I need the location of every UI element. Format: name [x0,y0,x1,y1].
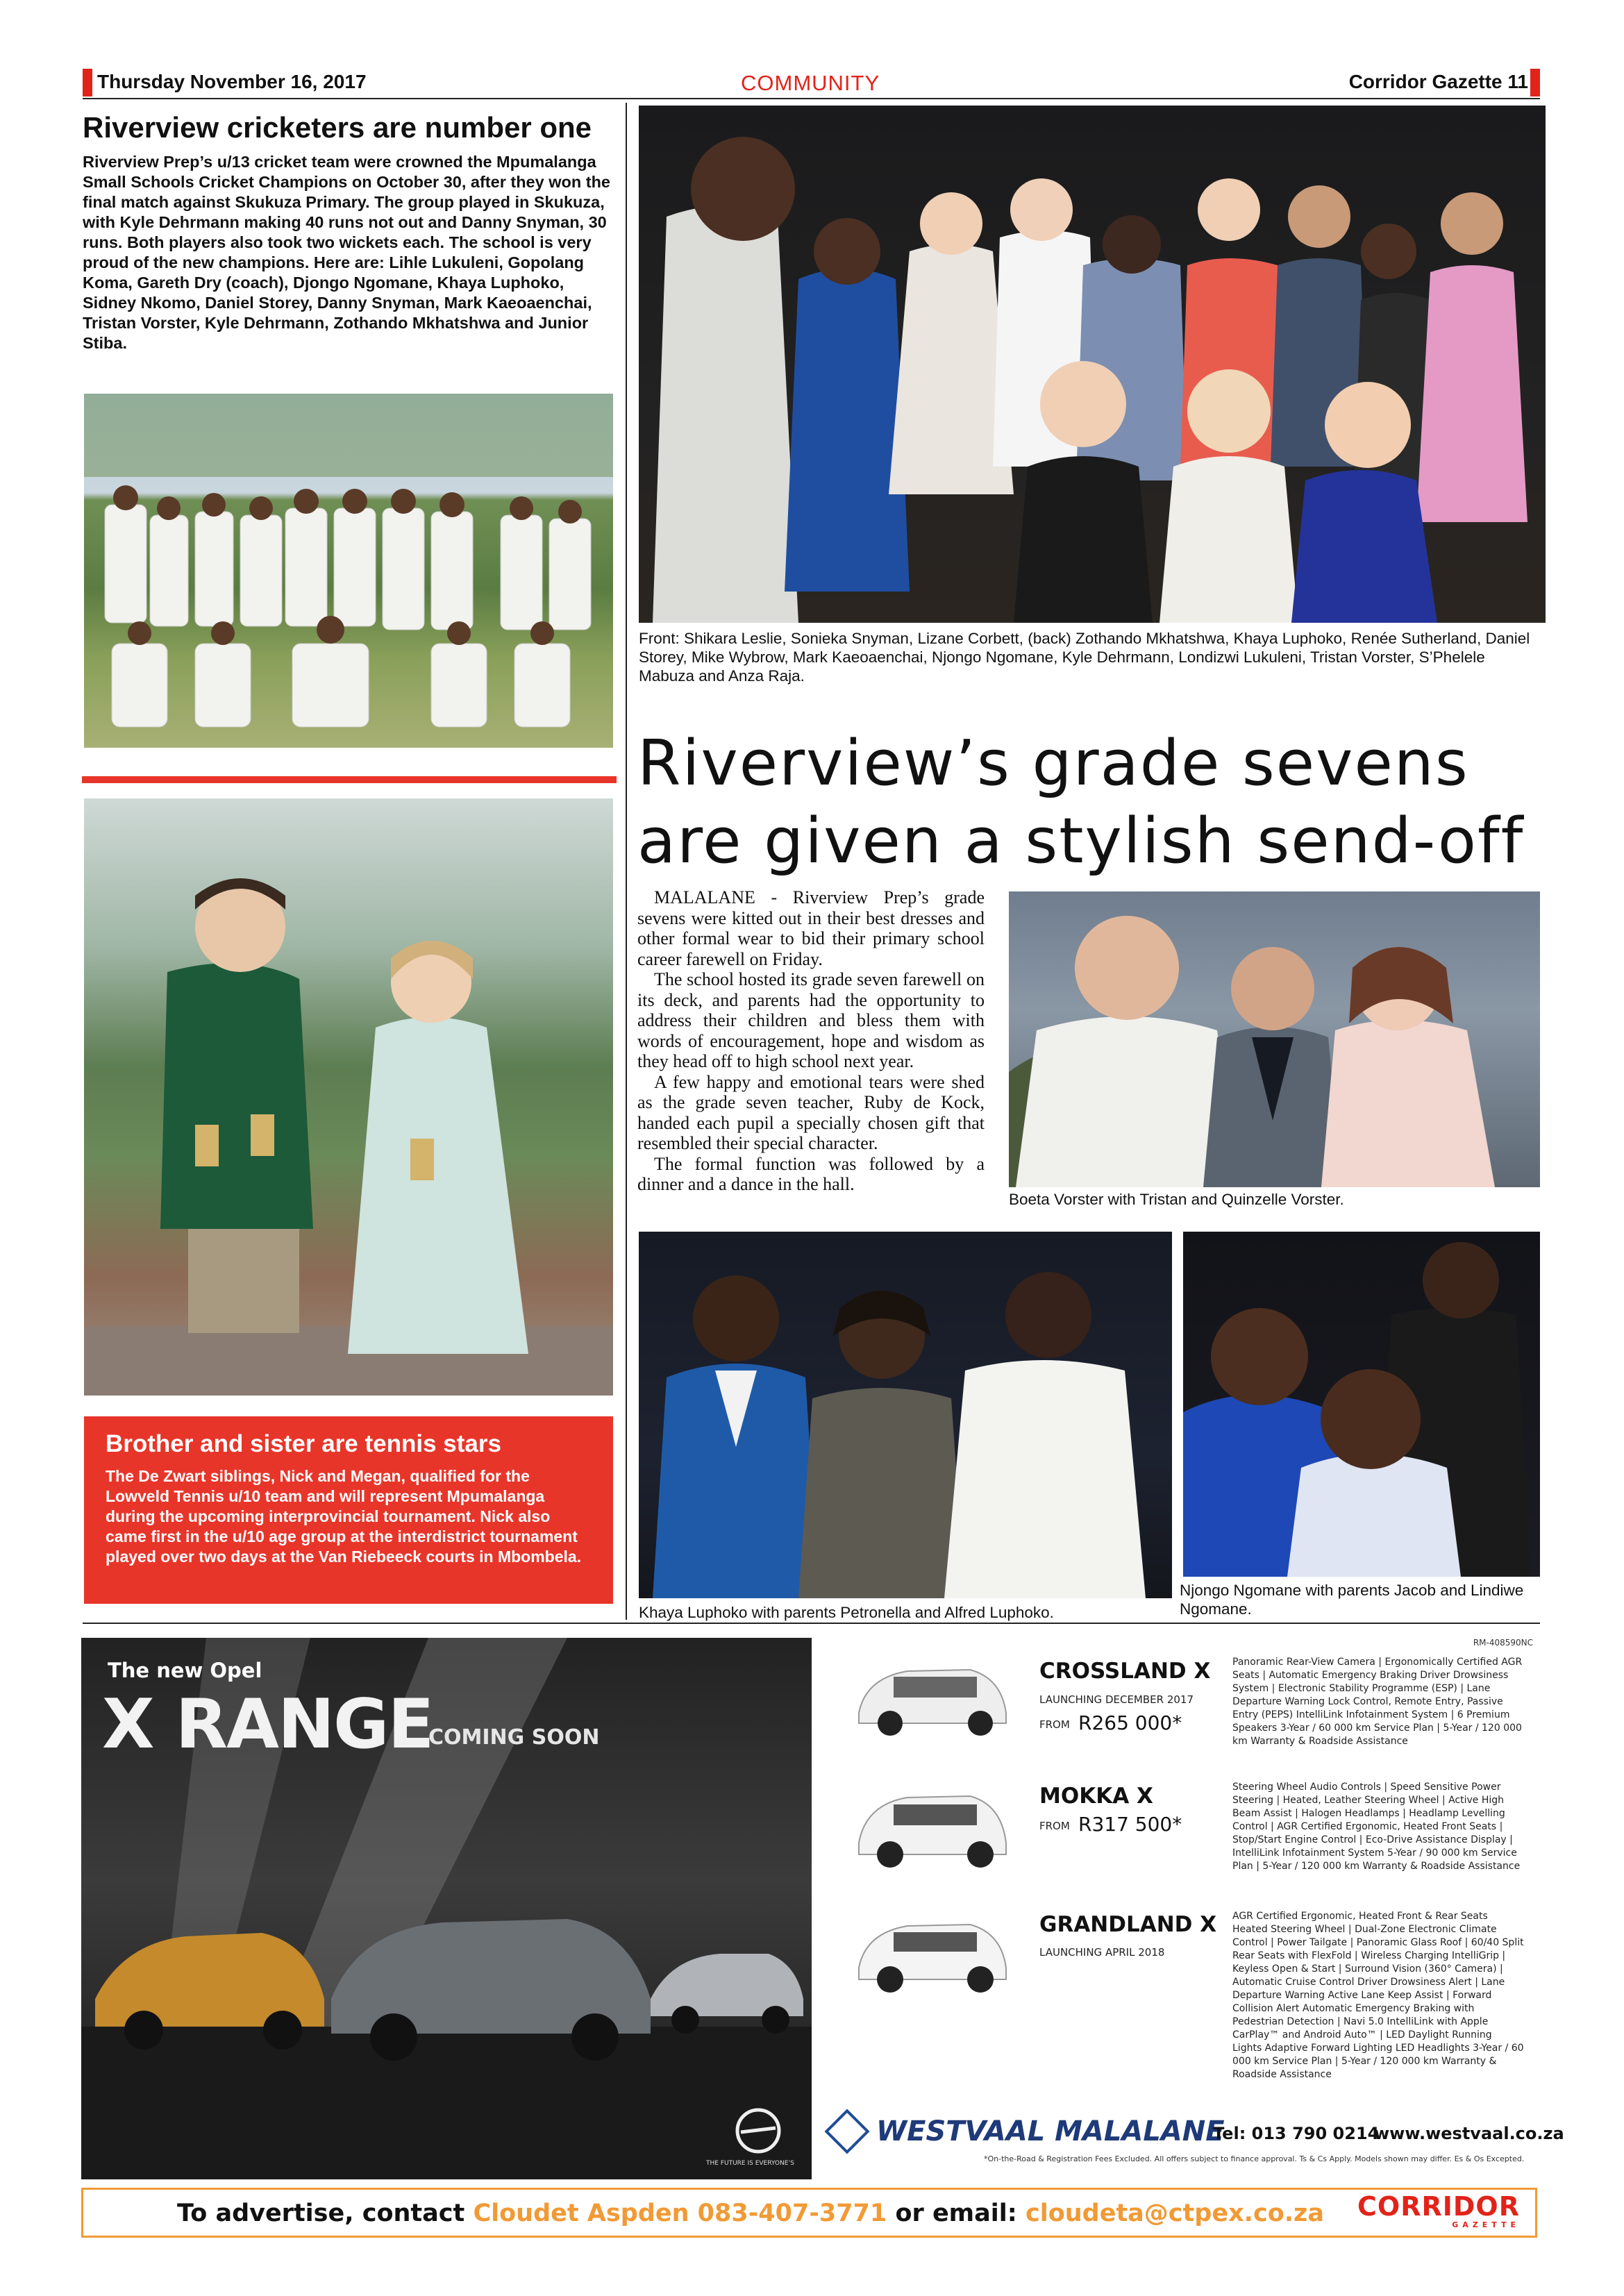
grandland-specs: AGR Certified Ergonomic, Heated Front & Rear Seats Heated Steering Wheel | Dual-Zone Electronic Climate Control | Power Tailgate | Panoramic Glass Roof | 60/40 Split Rear Seats with FlexFold | Wireless Charging IntelliGrip | Keyless Open & Start | Surround Vision (360° Camera) | Automatic Cruise Control Driver Drowsiness Alert | Lane Departure Warning Active Lane Keep Assist | Forward Collision Alert Automatic Emergency Braking with Pedestrian Detection | Navi 5.0 IntelliLink with Apple CarPlay™ and Android Auto™ | LED Daylight Running Lights Adaptive Forward Lighting LED Headlights 3-Year / 60 000 km Service Plan | 5-Year / 120 000 km Warranty & Roadside Assistance [1232,1911,1524,2080]
feature-paragraph: The formal function was followed by a dinner and a dance in the hall. [637,1153,985,1194]
crossland-launch: LAUNCHING DECEMBER 2017 [1039,1693,1194,1706]
feature-paragraph: A few happy and emotional tears were shed as the grade seven teacher, Ruby de Kock, handed each pupil a specially chosen gift that resembled their special character. [637,1071,985,1153]
ngomane-photo-figures [1183,1232,1540,1577]
tennis-siblings-photo [84,798,613,1396]
ad-coming-soon: COMING SOON [428,1725,600,1750]
corridor-logo-sub: GAZETTE [1452,2220,1520,2229]
header-red-marker-left [83,69,92,97]
ngomane-caption: Njongo Ngomane with parents Jacob and Lindiwe Ngomane. [1180,1582,1524,1618]
grandland-car-image [852,1902,1012,1999]
footer-contact[interactable]: Cloudet Aspden 083-407-3771 [473,2199,887,2227]
vorster-family-photo [1009,891,1540,1187]
footer-line [177,2199,1324,2227]
tennis-story-box [84,1416,613,1604]
feature-body [637,887,985,1195]
opel-advertisement [81,1638,1564,2179]
group-photo-figures [639,106,1546,623]
footer-email-link[interactable]: cloudeta@ctpex.co.za [1025,2199,1325,2227]
ad-tagline: THE FUTURE IS EVERYONE’S [706,2160,794,2167]
header-date: Thursday November 16, 2017 [97,71,367,92]
ad-showroom-panel [81,1638,812,2179]
mokka-from: FROM [1039,1820,1070,1832]
feature-headline-line2: are given a stylish send-off [637,805,1525,878]
cricket-team-photo [84,394,613,748]
crossland-price: R265 000* [1078,1711,1182,1734]
dealer-tel: Tel: 013 790 0214 [1213,2124,1380,2143]
cricket-headline: Riverview cricketers are number one [83,111,592,144]
header-red-marker-right [1530,69,1540,97]
feature-paragraph: The school hosted its grade seven farewell on its deck, and parents had the opportunity to address their children and bless them with words of encouragement, hope and wisdom as they head off to high school next year. [637,969,985,1071]
westvaal-logo-icon [824,2109,869,2154]
vorster-photo-figures [1009,891,1540,1187]
advertise-footer [81,2188,1537,2238]
mokka-specs: Steering Wheel Audio Controls | Speed Sensitive Power Steering | Heated, Leather Steering Wheel | Active High Beam Assist | Halogen Headlamps | Headlamp Levelling Control | AGR Certified Ergonomic, Heated Front Seats | Stop/Start Engine Control | Eco-Drive Assistance Display | IntelliLink Infotainment System 5-Year / 90 000 km Service Plan | 5-Year / 120 000 km Warranty & Roadside Assistance [1232,1782,1521,1872]
ad-disclaimer: *On-the-Road & Registration Fees Excluded. All offers subject to finance approval. Ts & Cs Apply. Models shown may differ. Es & Os Excepted. [984,2154,1525,2163]
vorster-caption: Boeta Vorster with Tristan and Quinzelle Vorster. [1009,1191,1344,1208]
tennis-headline: Brother and sister are tennis stars [106,1430,501,1457]
column-divider [626,103,627,1620]
luphoko-photo-figures [639,1232,1172,1598]
ad-ref: RM-408590NC [1473,1638,1533,1648]
header-rule [83,98,1540,99]
luphoko-caption: Khaya Luphoko with parents Petronella and Alfred Luphoko. [639,1604,1054,1621]
luphoko-family-photo [639,1232,1172,1598]
header-section: COMMUNITY [741,71,880,95]
tennis-body: The De Zwart siblings, Nick and Megan, qualified for the Lowveld Tennis u/10 team and will represent Mpumalanga during the upcoming interprovincial tournament. Nick also came first in the u/10 age group at the interdistrict tournament played over two days at the Van Riebeeck courts in Mbombela. [106,1467,582,1566]
tennis-photo-figures [84,798,613,1396]
footer-lead: To advertise, contact [177,2199,465,2227]
cricket-photo-figures [84,394,613,748]
ngomane-family-photo [1183,1232,1540,1577]
grandland-model: GRANDLAND X [1039,1912,1217,1937]
grandland-launch: LAUNCHING APRIL 2018 [1039,1946,1165,1959]
crossland-car-image [852,1650,1012,1741]
feature-headline-line1: Riverview’s grade sevens [637,727,1469,800]
ad-top-rule [83,1623,1540,1624]
dealer-web: www.westvaal.co.za [1374,2124,1564,2143]
crossland-model: CROSSLAND X [1039,1659,1211,1684]
dealer-name: WESTVAAL MALALANE [876,2115,1225,2147]
crossland-from: FROM [1039,1718,1070,1731]
cricket-body: Riverview Prep’s u/13 cricket team were crowned the Mpumalanga Small Schools Cricket Champions on October 30, after they won the final match against Skukuza Primary. The group played in Skukuza, with Kyle Dehrmann making 40 runs not out and Danny Snyman, 30 runs. Both players also took two wickets each. The school is very proud of the new champions. Here are: Lihle Lukuleni, Gopolang Koma, Gareth Dry (coach), Djongo Ngomane, Khaya Luphoko, Sidney Nkomo, Daniel Storey, Danny Snyman, Mark Kaeoaenchai, Tristan Vorster, Kyle Dehrmann, Zothando Mkhatshwa and Junior Stiba. [83,153,610,352]
header-paper-page: Corridor Gazette 11 [1348,71,1528,92]
farewell-group-photo [639,106,1546,623]
mokka-price: R317 500* [1078,1813,1182,1836]
footer-mid: or email: [895,2199,1017,2227]
ad-range-title: X RANGE [102,1685,433,1764]
group-photo-caption: Front: Shikara Leslie, Sonieka Snyman, Lizane Corbett, (back) Zothando Mkhatshwa, Khaya Luphoko, Renée Sutherland, Daniel Storey, Mike Wybrow, Mark Kaeoaenchai, Njongo Ngomane, Kyle Dehrmann, Londizwi Lukuleni, Tristan Vorster, S’Phelele Mabuza and Anza Raja. [639,630,1530,685]
mokka-car-image [852,1777,1012,1874]
crossland-specs: Panoramic Rear-View Camera | Ergonomically Certified AGR Seats | Automatic Emergency Braking Driver Drowsiness System | Electronic Stability Programme (ESP) | Lane Departure Warning Lock Control, Remote Entry, Passive Entry (PEPS) IntelliLink Infotainment System | 6 Premium Speakers 3-Year / 60 000 km Service Plan | 5-Year / 120 000 km Warranty & Roadside Assistance [1232,1657,1523,1747]
ad-intro: The new Opel [108,1659,262,1682]
corridor-logo [1357,2193,1520,2229]
feature-paragraph: MALALANE - Riverview Prep’s grade sevens were kitted out in their best dresses and other formal wear to bid their primary school career farewell on Friday. [637,887,985,969]
cricket-photo-underline [82,776,617,783]
mokka-model: MOKKA X [1039,1784,1153,1809]
corridor-logo-text: CORRIDOR [1357,2191,1520,2222]
